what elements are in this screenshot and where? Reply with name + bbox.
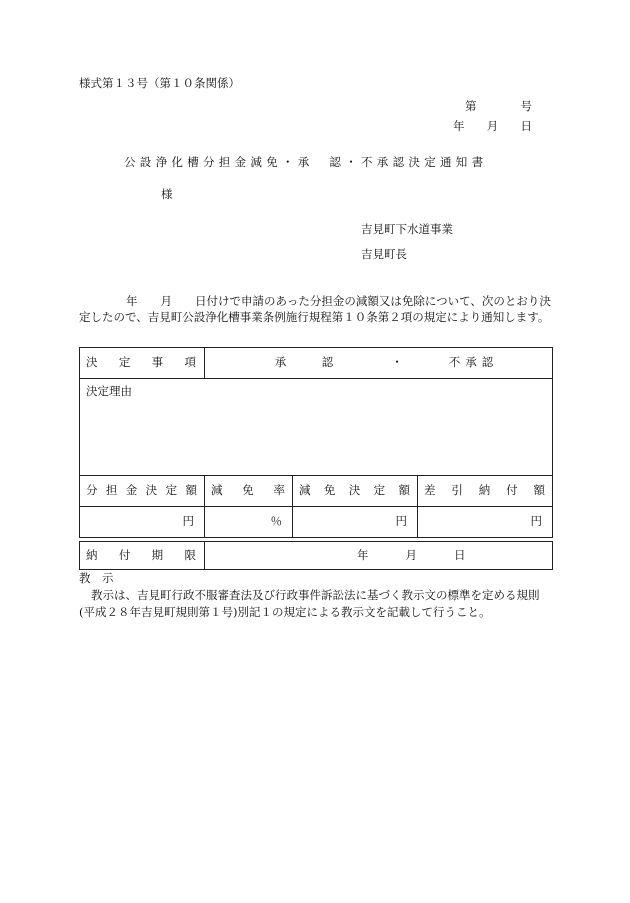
- header-reduction-rate: 減 免 率: [205, 476, 293, 507]
- document-number: [465, 101, 532, 113]
- header-net-payment: 差 引 納 付 額: [418, 476, 553, 507]
- header-assessed-amount: 分 担 金 決 定 額: [80, 476, 205, 507]
- due-month: 月: [405, 547, 417, 562]
- issue-date: [453, 121, 532, 133]
- due-day: 日: [454, 547, 466, 562]
- header-reduction-amount: 減 免 決 定 額: [293, 476, 418, 507]
- date-month: 月: [486, 119, 499, 133]
- decision-value-cell: [205, 348, 553, 379]
- issuer-org: 吉見町下水道事業: [361, 222, 453, 236]
- document-title: 公設浄化槽分担金減免・承 認・不承認決定通知書: [124, 155, 488, 169]
- issuer-head: 吉見町長: [361, 247, 407, 261]
- body-paragraph: 年 月 日付けで申請のあった分担金の減額又は免除について、次のとおり決定したので、吉見町公設浄化槽事業条例施行規程第１０条第２項の規定により通知します。: [79, 294, 551, 324]
- decision-separator: ・: [391, 355, 403, 370]
- notice-text: 教示は、吉見町行政不服審査法及び行政事件訴訟法に基づく教示文の標準を定める規則(平成２８年吉見町規則第１号)別記１の規定による教示文を記載して行うこと。: [79, 588, 540, 619]
- decision-approve: 承 認: [274, 355, 346, 370]
- reason-label: 決定理由: [86, 384, 132, 398]
- date-year: 年: [453, 119, 465, 133]
- addressee-suffix: 様: [161, 187, 173, 201]
- unit-reduction-rate: ％: [205, 507, 293, 538]
- date-day: 日: [520, 119, 532, 133]
- unit-reduction-amount: 円: [293, 507, 418, 538]
- unit-net-payment: 円: [418, 507, 553, 538]
- decision-reject: 不承認: [448, 355, 499, 370]
- doc-no-prefix: 第: [465, 99, 477, 113]
- reason-cell: [80, 379, 553, 476]
- decision-label-cell: [80, 348, 205, 379]
- due-year: 年: [357, 547, 369, 562]
- due-label: 納 付 期 限: [86, 547, 196, 562]
- notice-heading: 教 示: [79, 571, 114, 585]
- due-date-cell: [205, 542, 553, 570]
- form-number: 様式第１３号（第１０条関係）: [79, 76, 240, 90]
- due-label-cell: [80, 542, 205, 570]
- unit-assessed-amount: 円: [80, 507, 205, 538]
- decision-table: [79, 347, 553, 570]
- decision-label: 決 定 事 項: [86, 355, 196, 370]
- doc-no-suffix: 号: [520, 99, 532, 113]
